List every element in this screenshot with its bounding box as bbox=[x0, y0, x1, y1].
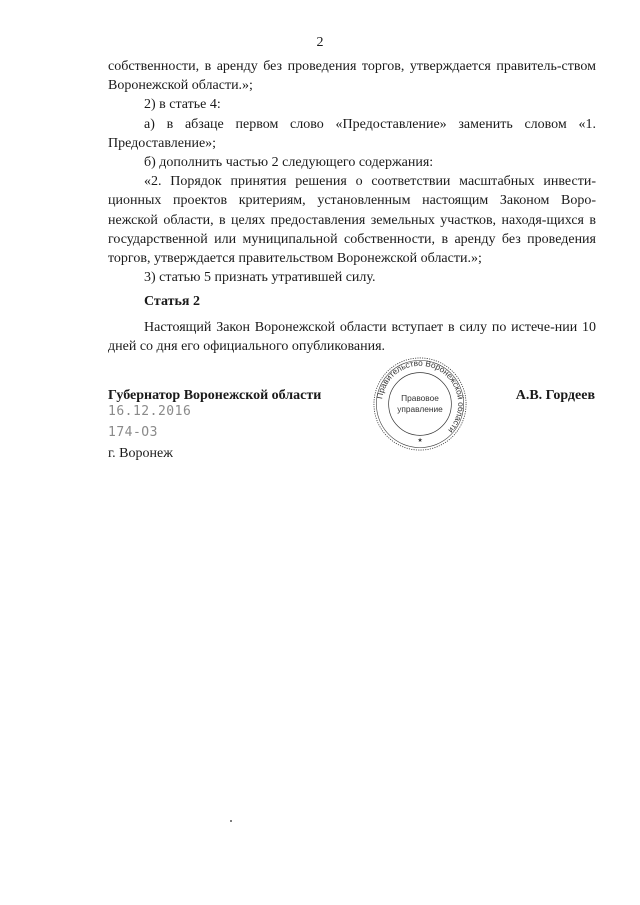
speck bbox=[230, 820, 232, 822]
seal-inner-line2: управление bbox=[397, 403, 443, 414]
seal-stamp-icon bbox=[371, 355, 469, 453]
paragraph: 2) в статье 4: bbox=[144, 97, 221, 113]
paragraph: б) дополнить частью 2 следующего содержания: bbox=[144, 155, 434, 171]
document-body bbox=[108, 57, 596, 356]
paragraph: Настоящий Закон Воронежской области вступает в силу по истече-нии 10 дней со дня его официального опубликования. bbox=[108, 319, 596, 354]
page-number: 2 bbox=[316, 35, 324, 50]
signatory-name: А.В. Гордеев bbox=[515, 388, 595, 403]
seal-outer-text: Правительство Воронежской области bbox=[375, 358, 466, 435]
city-name: г. Воронеж bbox=[108, 446, 173, 461]
paragraph: «2. Порядок принятия решения о соответствии масштабных инвести-ционных проектов критериям, установленным настоящим Законом Воро-нежской области, в целях предоставления земельных участков, находя-щихся в государственной или муниципальной собственности, в аренду без проведения торгов, утверждается правительством Воронежской области.»; bbox=[108, 174, 596, 267]
registration-date-stamp: 16.12.2016 bbox=[108, 404, 192, 419]
seal-inner-line1: Правовое bbox=[401, 393, 439, 404]
paragraph: собственности, в аренду без проведения торгов, утверждается правитель-ством Воронежской области.»; bbox=[108, 59, 596, 94]
paragraph: 3) статью 5 признать утратившей силу. bbox=[144, 270, 376, 286]
article-heading: Статья 2 bbox=[144, 294, 200, 310]
seal-star-icon: ★ bbox=[417, 438, 423, 445]
registration-number-stamp: 174-ОЗ bbox=[108, 425, 158, 440]
signatory-title: Губернатор Воронежской области bbox=[108, 388, 322, 403]
paragraph: а) в абзаце первом слово «Предоставление» заменить словом «1. Предоставление»; bbox=[108, 116, 596, 151]
